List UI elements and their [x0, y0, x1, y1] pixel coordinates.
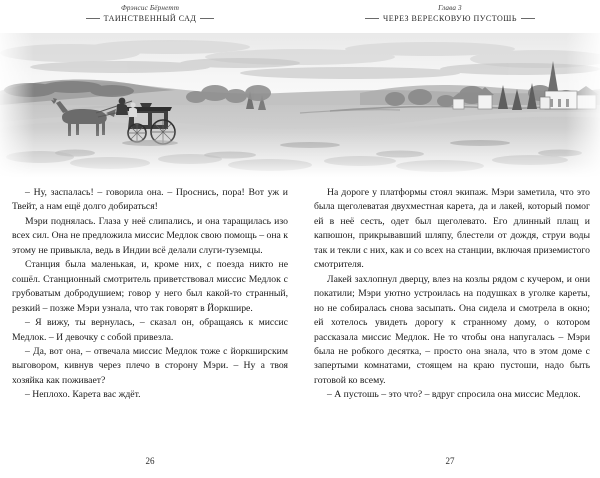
paragraph: Лакей захлопнул дверцу, влез на козлы рядом с кучером, и они покатили; Мэри уютно устроилась на подушках в уголке кареты, но не собиралась снова засыпать. Она сидела и смотрела в окно; ей хотелось увидеть дорогу к странному дому, о котором рассказала миссис Медлок. Не то чтобы она напугалась – Мэри была не робкого десятка, – просто она знала, что в этом доме с запертыми комнатами, стоящем на краю пустоши, надо быть готовой ко всему.	[314, 273, 590, 386]
paragraph: – Я вижу, ты вернулась, – сказал он, обращаясь к миссис Медлок. – И девочку с собой привезла.	[12, 317, 288, 343]
paragraph: Станция была маленькая, и, кроме них, с поезда никто не сошёл. Станционный смотритель приветствовал миссис Медлок с грубоватым добродушием; говор у него был какой-то странный, резкий – позже Мэри узнала, что так говорят в Йоркшире.	[12, 259, 288, 314]
header-title-row-left	[0, 14, 300, 23]
rule-left-dash	[365, 18, 379, 19]
rule-left-dash	[86, 18, 100, 19]
paragraph: Мэри поднялась. Глаза у неё слипались, и она таращилась изо всех сил. Она не предложила миссис Медлок свою помощь – она к этому не привыкла, ведь в Индии всё делали слуги-туземцы.	[12, 215, 288, 256]
book-title: ТАИНСТВЕННЫЙ САД	[103, 14, 197, 23]
page-column-left	[0, 186, 300, 446]
paragraph: – Неплохо. Карета вас ждёт.	[25, 389, 141, 401]
rule-right-dash	[200, 18, 214, 19]
running-headers	[0, 0, 600, 30]
header-left-page	[0, 0, 300, 30]
header-author: Фрэнсис Бёрнетт	[120, 4, 180, 12]
rule-right-dash	[521, 18, 535, 19]
text-spread	[0, 186, 600, 446]
page-column-right	[300, 186, 600, 446]
paragraph: – Да, вот она, – отвечала миссис Медлок тоже с йоркширским выговором, кивнув через плечо в сторону Мэри. – Ну а твоя хозяйка как поживает?	[12, 345, 288, 386]
header-title-row-right	[300, 14, 600, 23]
page-number-left: 26	[145, 456, 155, 466]
chapter-title: ЧЕРЕЗ ВЕРЕСКОВУЮ ПУСТОШЬ	[383, 14, 517, 23]
paragraph: – А пустошь – это что? – вдруг спросила она миссис Медлок.	[327, 389, 581, 401]
page-number-right: 27	[445, 456, 455, 466]
paragraph: На дороге у платформы стоял экипаж. Мэри заметила, что это была щеголеватая двухместная карета, да и лакей, который помог ей в неё сесть, одет был щеголевато. Его длинный плащ и капюшон, прикрывавший шляпу, блестели от дождя, струи воды так и текли с них, как и со всех на станции, включая приземистого смотрителя.	[314, 187, 590, 271]
chapter-illustration	[0, 33, 600, 178]
illustration-artwork	[0, 33, 600, 178]
paragraph: – Ну, заспалась! – говорила она. – Проснись, пора! Вот уж и Твейт, а нам ещё долго добираться!	[12, 187, 288, 213]
header-right-page	[300, 0, 600, 30]
chapter-number: Глава 3	[438, 4, 462, 12]
